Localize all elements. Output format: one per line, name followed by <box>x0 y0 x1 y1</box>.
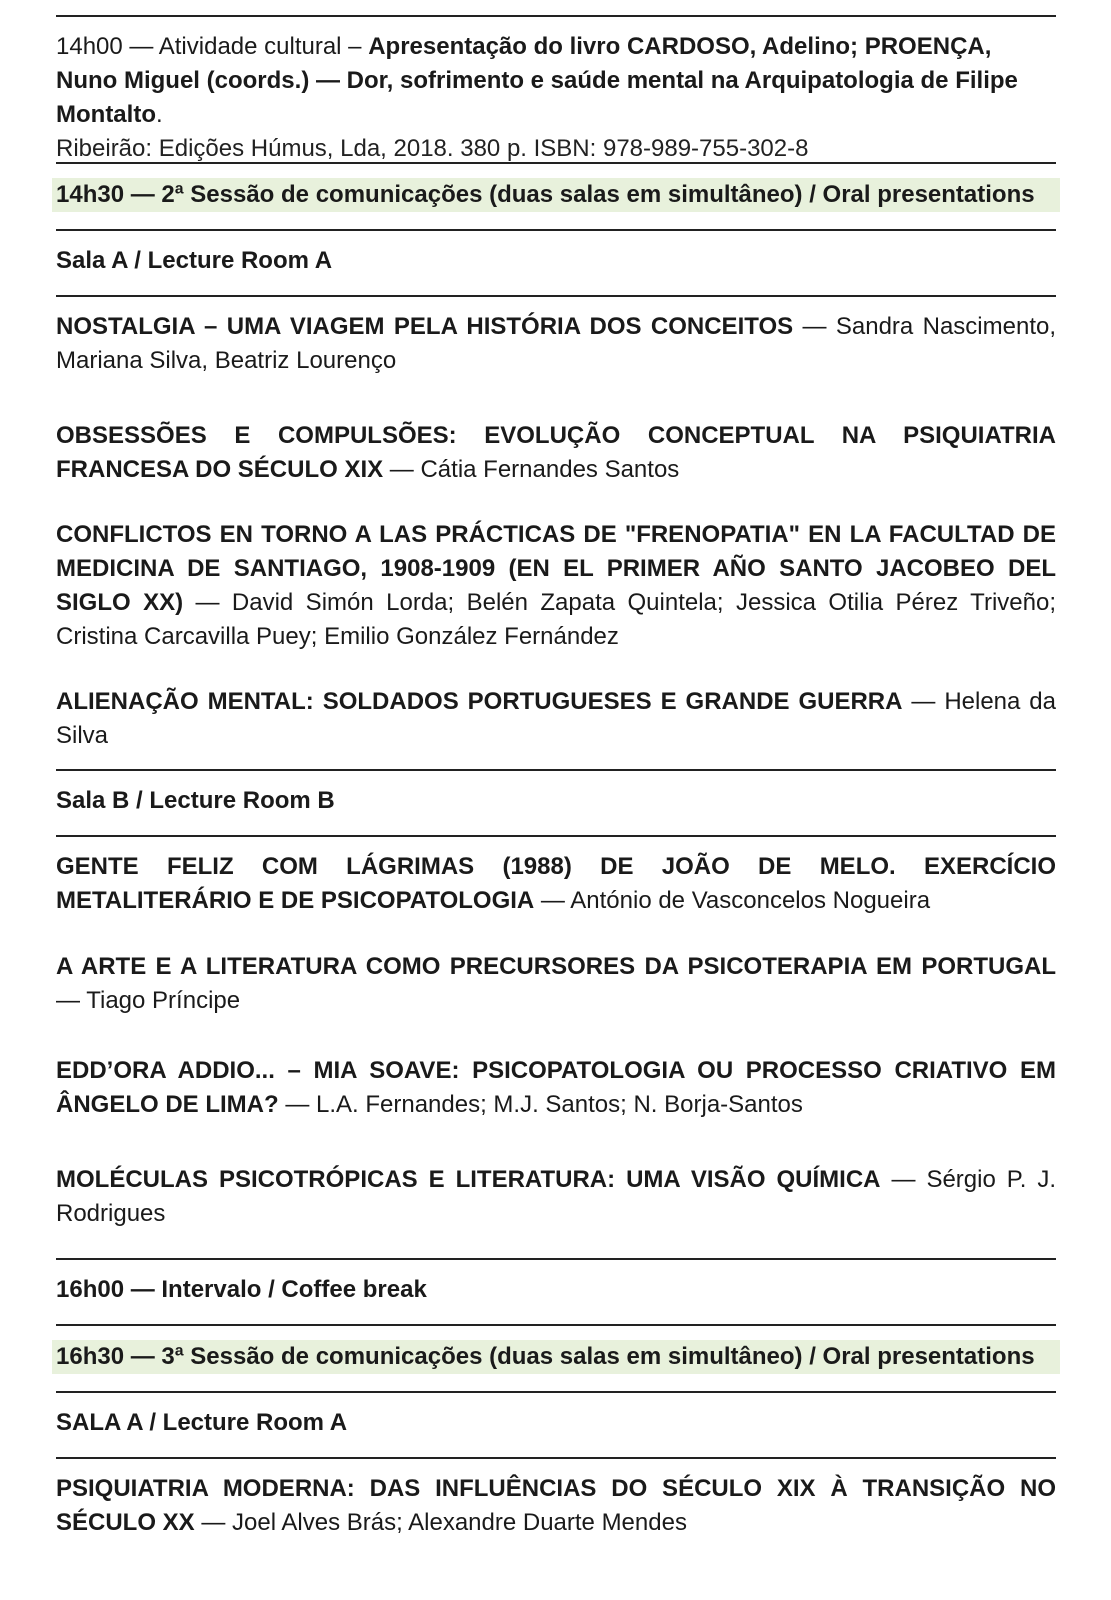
talk-item <box>56 518 1056 654</box>
talk-title: PSIQUIATRIA MODERNA: DAS INFLUÊNCIAS DO SÉCULO XIX À TRANSIÇÃO NO SÉCULO XX <box>56 1475 1056 1536</box>
talk-title: NOSTALGIA – UMA VIAGEM PELA HISTÓRIA DOS CONCEITOS <box>56 313 794 340</box>
divider <box>56 835 1056 837</box>
divider <box>56 1324 1056 1326</box>
talk-item <box>56 850 1056 918</box>
divider <box>56 1258 1056 1260</box>
divider <box>56 769 1056 771</box>
talk-authors: — António de Vasconcelos Nogueira <box>534 887 931 914</box>
talk-item <box>56 1472 1056 1540</box>
room-a-header: Sala A / Lecture Room A <box>56 247 333 274</box>
period: . <box>155 101 163 128</box>
coffee-break: 16h00 — Intervalo / Coffee break <box>56 1276 427 1303</box>
divider <box>56 162 1056 164</box>
talk-title: MOLÉCULAS PSICOTRÓPICAS E LITERATURA: UMA VISÃO QUÍMICA <box>56 1166 881 1193</box>
session-3-header: 16h30 — 3ª Sessão de comunicações (duas salas em simultâneo) / Oral presentations <box>52 1340 1060 1374</box>
book-title: Apresentação do livro CARDOSO, Adelino; PROENÇA, Nuno Miguel (coords.) — Dor, sofrimento e saúde mental na Arquipatologia de Filipe Montalto <box>56 33 1018 128</box>
talk-authors: — Helena da Silva <box>56 688 1056 749</box>
talk-authors: — Sérgio P. J. Rodrigues <box>56 1166 1057 1227</box>
divider <box>56 15 1056 17</box>
talk-authors: — Sandra Nascimento, Mariana Silva, Beatriz Lourenço <box>56 313 1057 374</box>
divider <box>56 1391 1056 1393</box>
divider <box>56 1457 1056 1459</box>
talk-authors: — L.A. Fernandes; M.J. Santos; N. Borja-Santos <box>278 1091 803 1118</box>
talk-title: ALIENAÇÃO MENTAL: SOLDADOS PORTUGUESES E GRANDE GUERRA <box>56 688 903 715</box>
room-a3-header: SALA A / Lecture Room A <box>56 1409 348 1436</box>
talk-title: CONFLICTOS EN TORNO A LAS PRÁCTICAS DE "FRENOPATIA" EN LA FACULTAD DE MEDICINA DE SANTIAGO, 1908-1909 (EN EL PRIMER AÑO SANTO JACOBEO DEL SIGLO XX) <box>56 521 1056 616</box>
session-2-header: 14h30 — 2ª Sessão de comunicações (duas salas em simultâneo) / Oral presentations <box>52 178 1060 212</box>
talk-title: EDD’ORA ADDIO... – MIA SOAVE: PSICOPATOLOGIA OU PROCESSO CRIATIVO EM ÂNGELO DE LIMA? <box>56 1057 1056 1118</box>
talk-authors: — Cátia Fernandes Santos <box>383 456 680 483</box>
divider <box>56 229 1056 231</box>
cultural-activity-entry <box>56 30 1056 166</box>
talk-item <box>56 419 1056 487</box>
talk-title: GENTE FELIZ COM LÁGRIMAS (1988) DE JOÃO DE MELO. EXERCÍCIO METALITERÁRIO E DE PSICOPATOLOGIA <box>56 853 1056 914</box>
divider <box>56 295 1056 297</box>
talk-authors: — David Simón Lorda; Belén Zapata Quintela; Jessica Otilia Pérez Triveño; Cristina Carcavilla Puey; Emilio González Fernández <box>56 589 1056 650</box>
book-publisher: Ribeirão: Edições Húmus, Lda, 2018. 380 p. ISBN: 978-989-755-302-8 <box>56 135 809 162</box>
talk-item <box>56 950 1056 1018</box>
talk-item <box>56 1054 1056 1122</box>
talk-authors: — Tiago Príncipe <box>56 987 241 1014</box>
talk-title: A ARTE E A LITERATURA COMO PRECURSORES DA PSICOTERAPIA EM PORTUGAL <box>56 953 1056 980</box>
talk-item <box>56 310 1056 378</box>
talk-title: OBSESSÕES E COMPULSÕES: EVOLUÇÃO CONCEPTUAL NA PSIQUIATRIA FRANCESA DO SÉCULO XIX <box>56 422 1056 483</box>
talk-item <box>56 1163 1056 1231</box>
cultural-time: 14h00 — Atividade cultural – <box>56 33 369 60</box>
talk-item <box>56 685 1056 753</box>
room-b-header: Sala B / Lecture Room B <box>56 787 335 814</box>
talk-authors: — Joel Alves Brás; Alexandre Duarte Mendes <box>194 1509 687 1536</box>
